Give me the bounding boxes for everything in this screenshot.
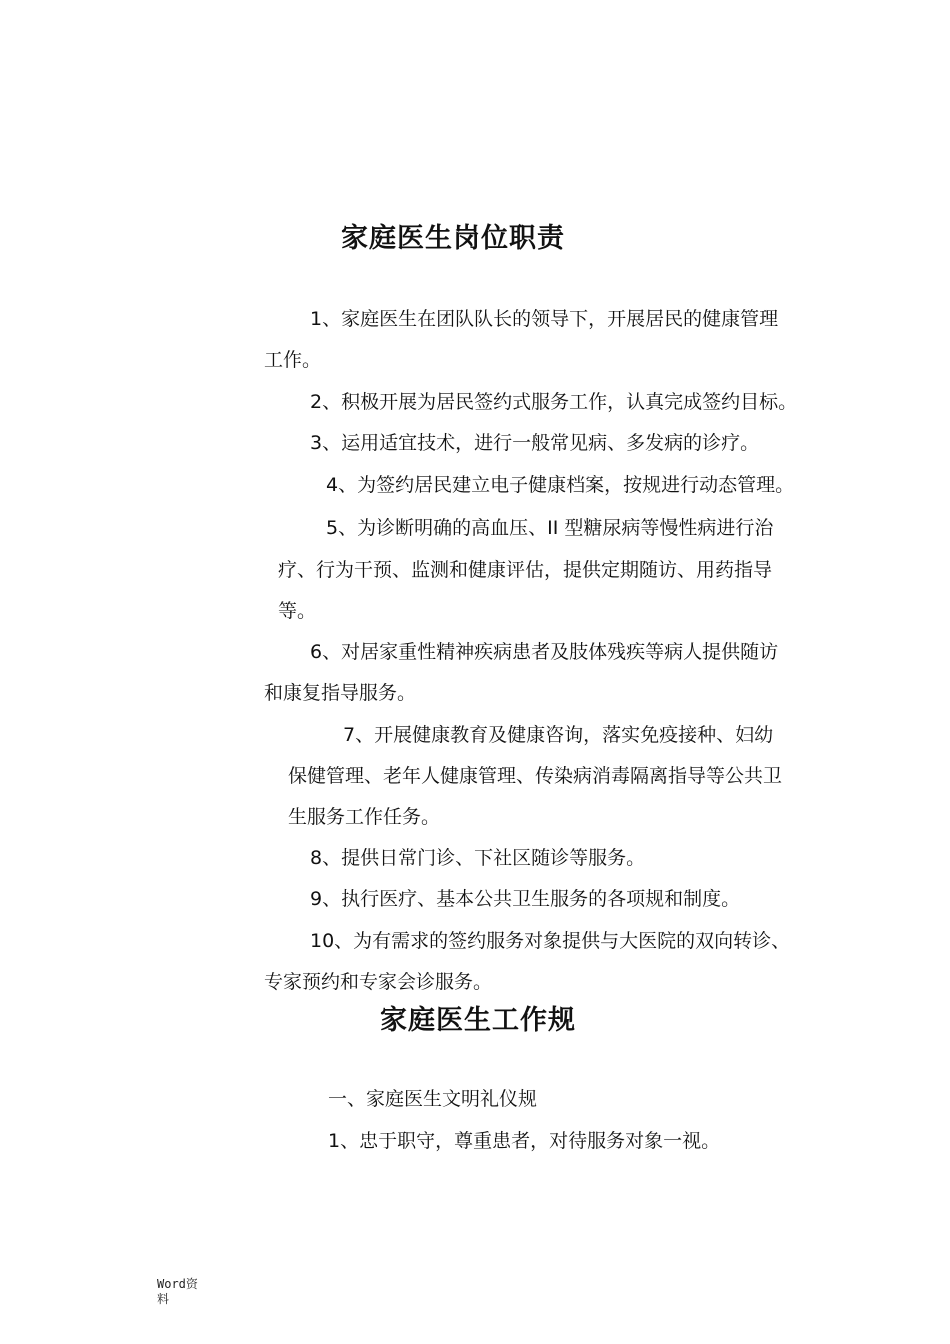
section1-line-10: 和康复指导服务。 bbox=[264, 682, 417, 704]
section1-line-16: 10、为有需求的签约服务对象提供与大医院的双向转诊、 bbox=[310, 930, 791, 952]
section1-line-2: 工作。 bbox=[264, 349, 322, 371]
section1-line-3: 2、积极开展为居民签约式服务工作，认真完成签约目标。 bbox=[310, 391, 798, 413]
section1-line-12: 保健管理、老年人健康管理、传染病消毒隔离指导等公共卫 bbox=[288, 765, 783, 787]
section1-title: 家庭医生岗位职责 bbox=[341, 223, 565, 254]
section1-line-5: 4、为签约居民建立电子健康档案，按规进行动态管理。 bbox=[326, 474, 795, 496]
section1-line-17: 专家预约和专家会诊服务。 bbox=[264, 971, 493, 993]
section1-line-9: 6、对居家重性精神疾病患者及肢体残疾等病人提供随访 bbox=[310, 641, 779, 663]
section1-line-14: 8、提供日常门诊、下社区随诊等服务。 bbox=[310, 847, 646, 869]
section1-line-6: 5、为诊断明确的高血压、II 型糖尿病等慢性病进行治 bbox=[326, 517, 774, 539]
section1-line-15: 9、执行医疗、基本公共卫生服务的各项规和制度。 bbox=[310, 888, 741, 910]
section1-line-4: 3、运用适宜技术，进行一般常见病、多发病的诊疗。 bbox=[310, 432, 760, 454]
section1-line-7: 疗、行为干预、监测和健康评估，提供定期随访、用药指导 bbox=[278, 559, 773, 581]
section1-line-1: 1、家庭医生在团队队长的领导下，开展居民的健康管理 bbox=[310, 308, 779, 330]
section1-line-8: 等。 bbox=[278, 600, 317, 622]
footer-line-1: Word资 bbox=[157, 1277, 198, 1291]
section1-line-13: 生服务工作任务。 bbox=[288, 806, 441, 828]
footer-label bbox=[157, 1277, 198, 1307]
section1-line-11: 7、开展健康教育及健康咨询，落实免疫接种、妇幼 bbox=[343, 724, 774, 746]
section2-line-1: 一、家庭医生文明礼仪规 bbox=[328, 1088, 538, 1110]
section2-line-2: 1、忠于职守，尊重患者，对待服务对象一视。 bbox=[328, 1130, 721, 1152]
section2-title: 家庭医生工作规 bbox=[380, 1005, 576, 1036]
footer-line-2: 料 bbox=[157, 1292, 170, 1306]
